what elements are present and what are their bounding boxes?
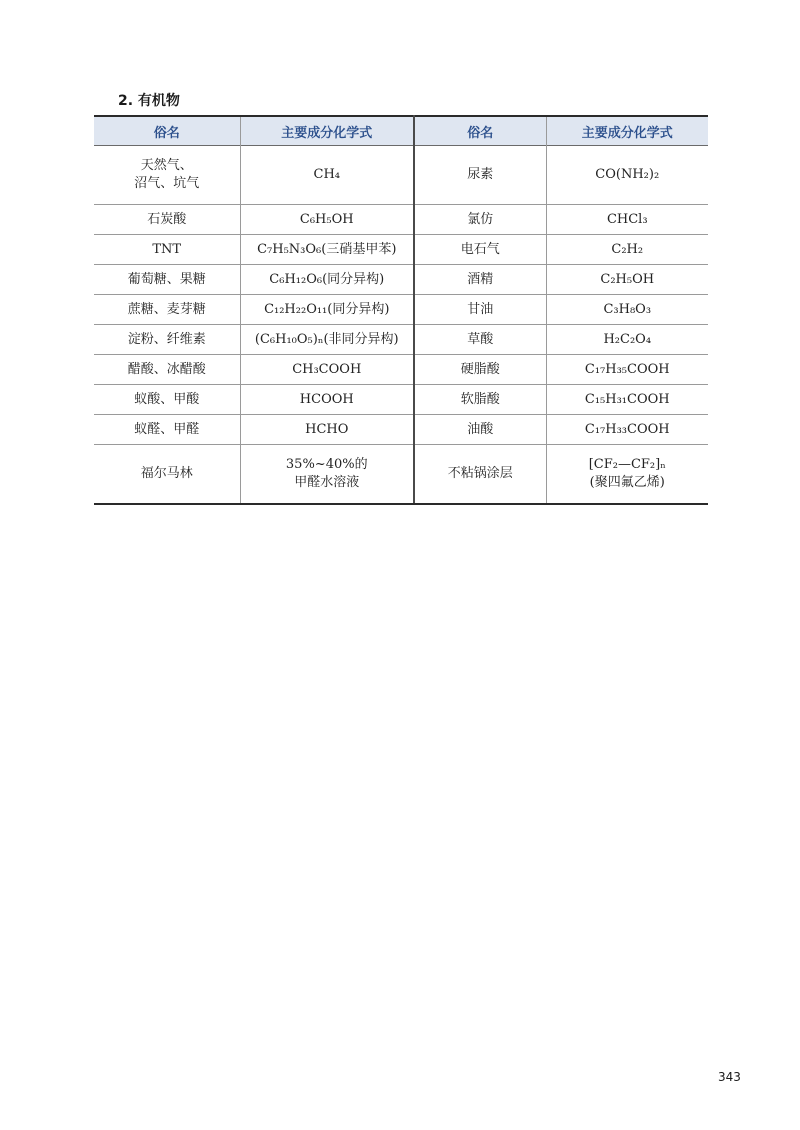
common-name-cell: 淀粉、纤维素 (94, 325, 240, 355)
table-row (94, 385, 708, 415)
formula-line: [CF₂—CF₂]ₙ (588, 457, 666, 473)
table-row (94, 295, 708, 325)
page-number: 343 (718, 1070, 741, 1084)
formula-line: 35%~40%的 (285, 457, 368, 473)
formula-cell: CH₄ (240, 146, 414, 205)
header-formula-1: 主要成分化学式 (240, 116, 414, 146)
table-header-row (94, 116, 708, 146)
formula-cell: C₁₅H₃₁COOH (546, 385, 708, 415)
common-name-cell: 福尔马林 (94, 445, 240, 505)
common-name-cell: 电石气 (414, 235, 546, 265)
formula-cell (240, 445, 414, 505)
table-row (94, 415, 708, 445)
formula-cell: C₆H₅OH (240, 205, 414, 235)
common-name-cell: 石炭酸 (94, 205, 240, 235)
common-name-cell: 酒精 (414, 265, 546, 295)
table-row (94, 265, 708, 295)
formula-cell: C₁₇H₃₅COOH (546, 355, 708, 385)
formula-cell: C₆H₁₂O₆(同分异构) (240, 265, 414, 295)
formula-cell: C₃H₈O₃ (546, 295, 708, 325)
formula-cell: HCOOH (240, 385, 414, 415)
common-name-line: 天然气、 (140, 158, 193, 174)
formula-cell: C₂H₂ (546, 235, 708, 265)
organic-compounds-table (94, 115, 708, 505)
header-common-name-1: 俗名 (153, 125, 180, 141)
common-name-cell: TNT (94, 235, 240, 265)
common-name-cell: 蚁酸、甲酸 (94, 385, 240, 415)
formula-line: (聚四氟乙烯) (589, 475, 665, 490)
common-name-cell: 尿素 (414, 146, 546, 205)
table-row (94, 445, 708, 505)
common-name-cell: 油酸 (414, 415, 546, 445)
table-row (94, 325, 708, 355)
section-title: 2. 有机物 (118, 93, 180, 109)
common-name-line: 沼气、坑气 (134, 176, 200, 191)
formula-cell: CH₃COOH (240, 355, 414, 385)
common-name-cell: 葡萄糖、果糖 (94, 265, 240, 295)
common-name-cell: 草酸 (414, 325, 546, 355)
formula-cell: CHCl₃ (546, 205, 708, 235)
formula-cell: C₁₇H₃₃COOH (546, 415, 708, 445)
header-formula-2: 主要成分化学式 (546, 116, 708, 146)
common-name-cell: 软脂酸 (414, 385, 546, 415)
common-name-cell: 氯仿 (414, 205, 546, 235)
formula-cell: C₇H₅N₃O₆(三硝基甲苯) (240, 235, 414, 265)
formula-cell: C₁₂H₂₂O₁₁(同分异构) (240, 295, 414, 325)
formula-cell: C₂H₅OH (546, 265, 708, 295)
formula-cell (546, 445, 708, 505)
formula-cell: HCHO (240, 415, 414, 445)
common-name-cell: 不粘锅涂层 (414, 445, 546, 505)
common-name-cell: 蚁醛、甲醛 (94, 415, 240, 445)
table-row (94, 235, 708, 265)
header-common-name-2: 俗名 (414, 116, 546, 146)
table-row (94, 205, 708, 235)
common-name-cell (94, 146, 240, 205)
table-row (94, 146, 708, 205)
formula-line: 甲醛水溶液 (294, 475, 360, 490)
formula-cell: CO(NH₂)₂ (546, 146, 708, 205)
common-name-cell: 蔗糖、麦芽糖 (94, 295, 240, 325)
formula-cell: H₂C₂O₄ (546, 325, 708, 355)
common-name-cell: 甘油 (414, 295, 546, 325)
common-name-cell: 硬脂酸 (414, 355, 546, 385)
common-name-cell: 醋酸、冰醋酸 (94, 355, 240, 385)
table-row (94, 355, 708, 385)
formula-cell: (C₆H₁₀O₅)ₙ(非同分异构) (240, 325, 414, 355)
